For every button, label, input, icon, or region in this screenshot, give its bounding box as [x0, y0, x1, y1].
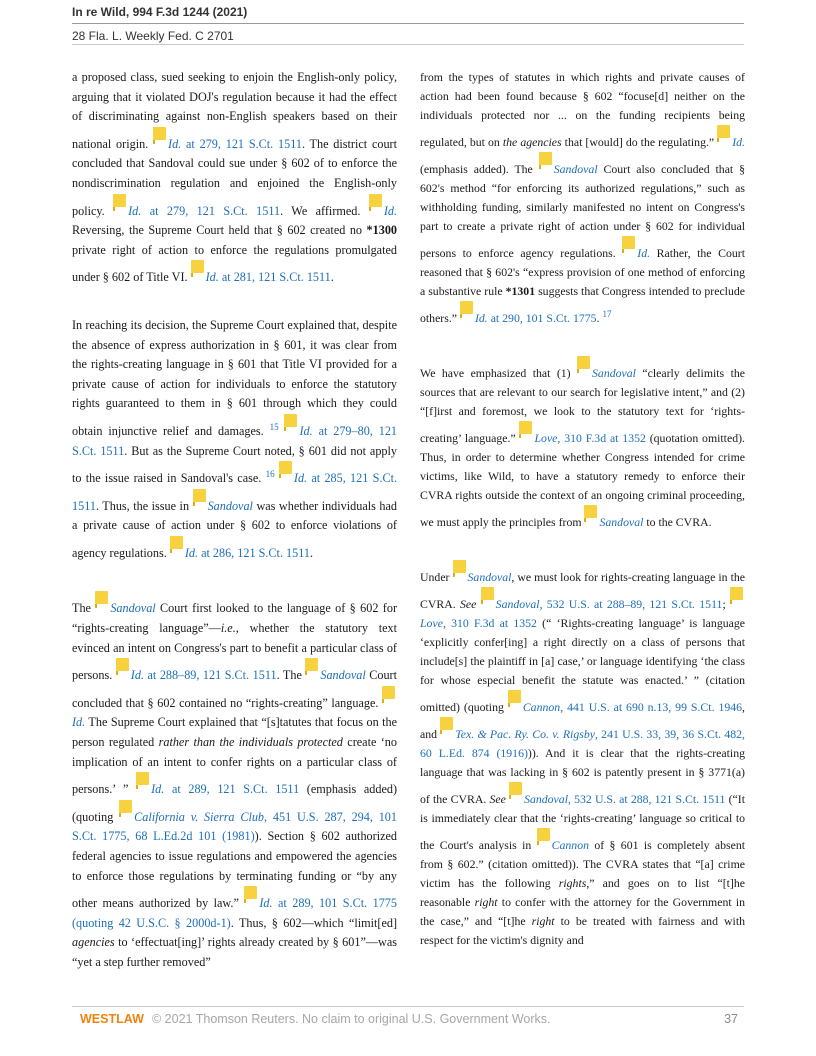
copyright-notice: © 2021 Thomson Reuters. No claim to original U.S. Government Works. — [152, 1012, 551, 1026]
citation-link[interactable]: Love, 310 F.3d at 1352 — [420, 616, 537, 630]
citation-link[interactable]: Sandoval — [110, 601, 156, 616]
page-footer — [72, 1006, 744, 1026]
citation-link[interactable]: Id. at 285, 121 S.Ct. 1511 — [72, 471, 398, 513]
citation-link[interactable]: Sandoval — [320, 668, 366, 683]
citation-link[interactable]: Sandoval, 532 U.S. at 288, 121 S.Ct. 1511 — [524, 792, 726, 806]
keycite-flag-icon[interactable] — [113, 194, 126, 207]
keycite-flag-icon[interactable] — [170, 536, 183, 549]
citation-link[interactable]: Id. at 289, 121 S.Ct. 1511 — [151, 782, 300, 797]
keycite-flag-icon[interactable] — [584, 505, 597, 518]
keycite-flag-icon[interactable] — [305, 658, 318, 671]
keycite-flag-icon[interactable] — [369, 194, 382, 207]
paragraph: a proposed class, sued seeking to enjoin the English-only policy, arguing that it violated DOJ's regulation because it had the effect of discriminating against non-English speakers based on their national origin. Id. at 279, 121 S.Ct. 1511. The district court concluded that Sandoval could sue under § 602 of to enforce the nondiscrimination regulation and enjoined the English-only policy. Id. at 279, 121 S.Ct. 1511. We affirmed. Id. Reversing, the Supreme Court held that § 602 created no *1300 private right of action to enforce the regulations promulgated under § 602 of Title VI. Id. at 281, 121 S.Ct. 1511. — [72, 70, 398, 285]
paragraph: In reaching its decision, the Supreme Court explained that, despite the absence of express authorization in § 601, it was clear from the rights-creating language in § 601 that Title VI provided for a private cause of action for individuals to enforce the statutory rights guaranteed to them in § 601 through which they could obtain injunctive relief and damages. $^{15}$ Id. at 279–80, 121 S.Ct. 1511. But as the Supreme Court noted, § 601 did not apply to the issue raised in Sandoval's case. $^{16}$ Id. at 285, 121 S.Ct. 1511. Thus, the issue in Sandoval was whether individuals had a private cause of action under § 602 to enforce violations of agency regulations. Id. at 286, 121 S.Ct. 1511. — [72, 317, 398, 560]
citation-link[interactable]: Sandoval — [592, 366, 636, 380]
keycite-flag-icon[interactable] — [244, 886, 257, 899]
keycite-flag-icon[interactable] — [509, 782, 522, 795]
star-page: *1300 — [366, 223, 397, 238]
citation-link[interactable]: Sandoval — [553, 162, 598, 176]
citation-link[interactable]: Sandoval, 532 U.S. at 288–89, 121 S.Ct. 1511 — [495, 597, 723, 611]
keycite-flag-icon[interactable] — [717, 125, 730, 138]
keycite-flag-icon[interactable] — [577, 356, 590, 369]
footnote-ref[interactable]: 15 — [269, 421, 279, 432]
keycite-flag-icon[interactable] — [95, 591, 108, 604]
reporter-citation: 28 Fla. L. Weekly Fed. C 2701 — [72, 29, 234, 43]
citation-link[interactable]: Id. at 281, 121 S.Ct. 1511 — [205, 270, 331, 285]
citation-link[interactable]: Id. at 279–80, 121 S.Ct. 1511 — [72, 423, 398, 458]
keycite-flag-icon[interactable] — [440, 717, 453, 730]
keycite-flag-icon[interactable] — [382, 686, 395, 699]
keycite-flag-icon[interactable] — [116, 658, 129, 671]
paragraph: Under Sandoval, we must look for rights-creating language in the CVRA. See Sandoval, 532 U.S. at 288–89, 121 S.Ct. 1511; Love, 310 F.3d at 1352 (“ ‘Rights-creating language’ is language ‘explicitly confer[ing] a right directly on a class of persons that include[s] the plaintiff in [a] case,’ or language identifying ‘the class for whose especial benefit the statute was enacted.’ ” (citation omitted) (quoting Cannon, 441 U.S. at 690 n.13, 99 S.Ct. 1946, and Tex. & Pac. Ry. Co. v. Rigsby, 241 U.S. 33, 39, 36 S.Ct. 482, 60 L.Ed. 874 (1916))). And it is clear that the rights-creating language that was lacking in § 602 is patently present in § 3771(a) of the CVRA. See Sandoval, 532 U.S. at 288, 121 S.Ct. 1511 (“It is immediately clear that the ‘rights-creating’ language so critical to the Court's analysis in Cannon of § 601 is completely absent from § 602.” (citation omitted)). The CVRA states that “[a] crime victim has the following rights,” and goes on to list “[t]he reasonable right to confer with the attorney for the Government in the case,” and “[t]he right to be treated with fairness and with respect for the victim's dignity and — [420, 560, 745, 950]
citation-link[interactable]: Id. at 290, 101 S.Ct. 1775 — [474, 311, 597, 325]
citation-link[interactable]: Tex. & Pac. Ry. Co. v. Rigsby, 241 U.S. 33, 39, 36 S.Ct. 482, 60 L.Ed. 874 (1916) — [420, 727, 745, 760]
page-number: 37 — [724, 1012, 738, 1026]
paragraph: The Sandoval Court first looked to the language of § 602 for “rights-creating language”—i.e., whether the statutory text evinced an intent on Congress's part to benefit a particular class of persons. Id. at 288–89, 121 S.Ct. 1511. The Sandoval Court concluded that § 602 contained no “rights-creating” language. Id. The Supreme Court explained that “[s]tatutes that focus on the person regulated rather than the individuals protected create ‘no implication of an intent to confer rights on a particular class of persons.’ ” Id. at 289, 121 S.Ct. 1511 (emphasis added) (quoting California v. Sierra Club, 451 U.S. 287, 294, 101 S.Ct. 1775, 68 L.Ed.2d 101 (1981)). Section § 602 authorized federal agencies to issue regulations and empowered the agencies to enforce those regulations by terminating funding or “by any other means authorized by law.” Id. at 289, 101 S.Ct. 1775 (quoting 42 U.S.C. § 2000d-1). Thus, § 602—which “limit[ed] agencies to ‘effectuat[ing]’ rights already created by § 601”—was “yet a step further removed” — [72, 591, 397, 972]
keycite-flag-icon[interactable] — [119, 800, 132, 813]
keycite-flag-icon[interactable] — [279, 461, 292, 474]
citation-link[interactable]: Id. — [72, 715, 86, 730]
left-column — [72, 68, 397, 992]
citation-link[interactable]: Id. at 289, 101 S.Ct. 1775 (quoting 42 U.S.C. § 2000d-1) — [72, 896, 397, 930]
keycite-flag-icon[interactable] — [622, 236, 635, 249]
case-title: In re Wild, 994 F.3d 1244 (2021) — [72, 5, 248, 19]
footer-divider — [72, 1006, 744, 1007]
citation-link[interactable]: Id. at 286, 121 S.Ct. 1511 — [184, 545, 310, 560]
paragraph: from the types of statutes in which rights and private causes of action had been found because § 602 “focuse[d] neither on the individuals protected nor ... on the funding recipients being regulated, but on the agencies that [would] do the regulating.” Id. (emphasis added). The Sandoval Court also concluded that § 602's method “for enforcing its authorized regulations,” such as withholding funding, similarly manifested no intent on Congress's part to create a private right of action under § 602 for individual persons to enforce agency regulations. Id. Rather, the Court reasoned that § 602's “express provision of one method of enforcing a substantive rule *1301 suggests that Congress intended to preclude others.” Id. at 290, 101 S.Ct. 1775. $^{17}$ — [420, 70, 745, 325]
keycite-flag-icon[interactable] — [481, 587, 494, 600]
keycite-flag-icon[interactable] — [537, 828, 550, 841]
citation-link[interactable]: Love, 310 F.3d at 1352 — [534, 431, 646, 445]
footnote-ref[interactable]: 16 — [265, 469, 275, 480]
right-column — [420, 68, 745, 969]
keycite-flag-icon[interactable] — [453, 560, 466, 573]
footnote-ref[interactable]: 17 — [602, 309, 612, 320]
citation-link[interactable]: Sandoval — [467, 570, 512, 584]
keycite-flag-icon[interactable] — [460, 301, 473, 314]
header-divider — [72, 23, 744, 24]
keycite-flag-icon[interactable] — [193, 489, 206, 502]
citation-link[interactable]: Id. — [732, 135, 745, 149]
citation-link[interactable]: Id. — [637, 246, 651, 260]
citation-link[interactable]: Sandoval — [207, 498, 253, 513]
keycite-flag-icon[interactable] — [539, 152, 552, 165]
keycite-flag-icon[interactable] — [153, 127, 166, 140]
citation-link[interactable]: Cannon, 441 U.S. at 690 n.13, 99 S.Ct. 1946 — [522, 700, 743, 714]
header-divider-lower — [72, 44, 744, 45]
keycite-flag-icon[interactable] — [284, 414, 297, 427]
citation-link[interactable]: Id. at 288–89, 121 S.Ct. 1511 — [130, 668, 277, 683]
citation-link[interactable]: Id. — [383, 203, 398, 218]
keycite-flag-icon[interactable] — [136, 772, 149, 785]
keycite-flag-icon[interactable] — [519, 421, 532, 434]
keycite-flag-icon[interactable] — [730, 587, 743, 600]
citation-link[interactable]: Sandoval — [599, 515, 644, 529]
citation-link[interactable]: California v. Sierra Club, 451 U.S. 287, 294, 101 S.Ct. 1775, 68 L.Ed.2d 101 (1981) — [72, 809, 397, 844]
citation-link[interactable]: Id. at 279, 121 S.Ct. 1511 — [168, 136, 302, 151]
keycite-flag-icon[interactable] — [191, 260, 204, 273]
star-page: *1301 — [505, 284, 536, 298]
westlaw-logo: WESTLAW — [80, 1012, 144, 1026]
keycite-flag-icon[interactable] — [508, 690, 521, 703]
paragraph: We have emphasized that (1) Sandoval “clearly delimits the sources that are relevant to our search for legislative intent,” and (2) “[f]irst and foremost, we look to the statutory text for ‘rights-creating’ language.” Love, 310 F.3d at 1352 (quotation omitted). Thus, in order to determine whether Congress intended for crime victims, like Wild, to have a statutory remedy to enforce their CVRA rights outside the context of an ongoing criminal proceeding, we must apply the principles from Sandoval to the CVRA. — [420, 356, 745, 532]
citation-link[interactable]: Id. at 279, 121 S.Ct. 1511 — [128, 203, 281, 218]
citation-link[interactable]: Cannon — [551, 838, 589, 852]
